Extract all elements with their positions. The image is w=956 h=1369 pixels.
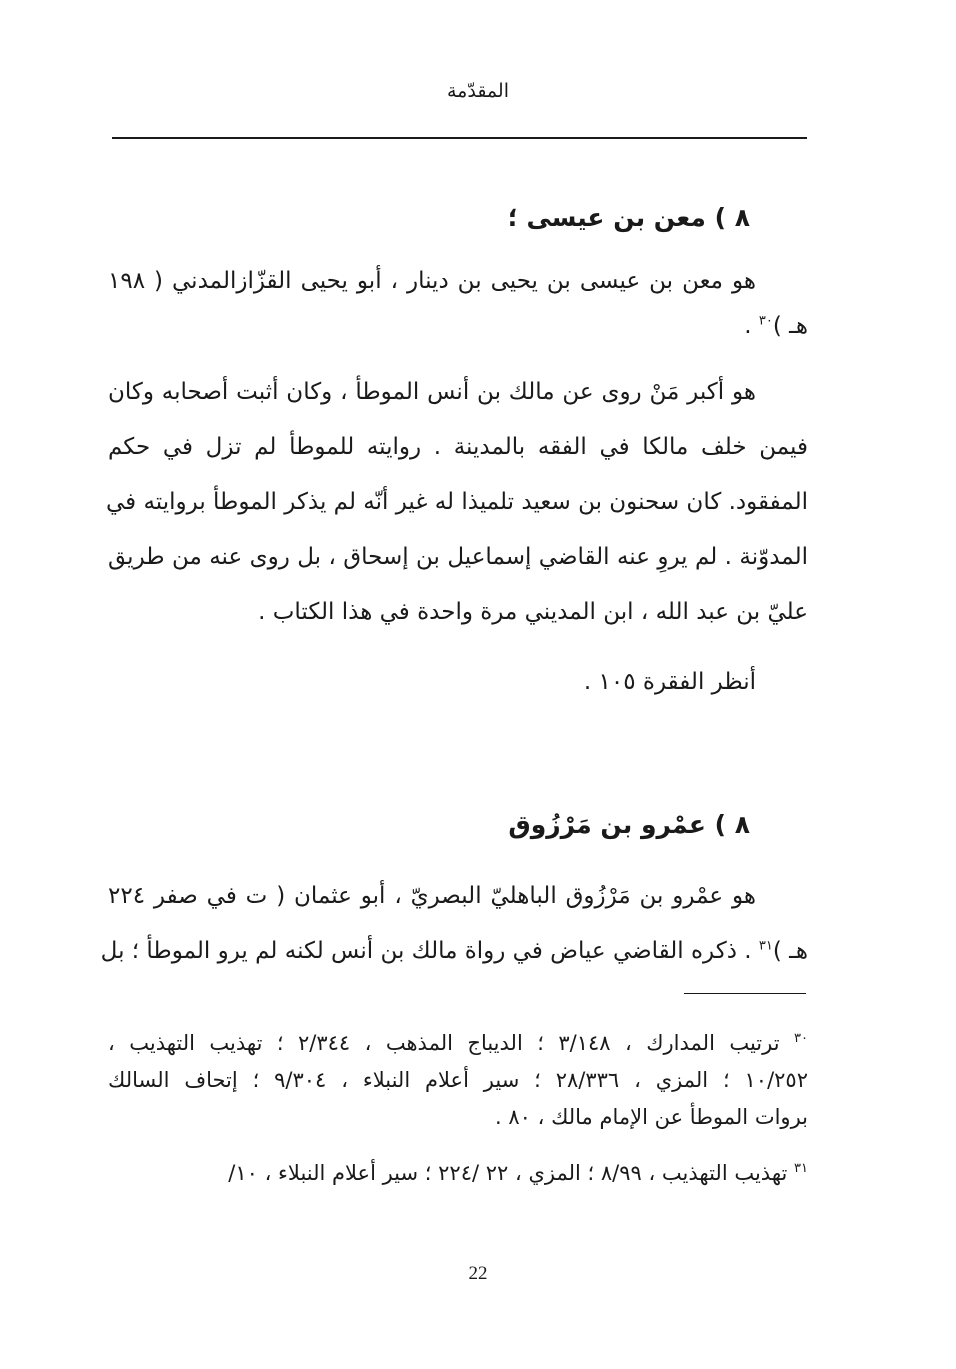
footnote-31 (108, 1155, 808, 1192)
header-rule (112, 137, 807, 139)
footnote-30 (108, 1025, 808, 1136)
bio-text: هـ ) (772, 938, 808, 964)
footnote-mark: ٣١ (758, 938, 773, 954)
bio-text: هو عمْرو بن مَرْزُوق الباهليّ البصريّ ، أبو عثمان ( ت في صفر ٢٢٤ (108, 883, 756, 909)
bio-paragraph-amr (100, 869, 808, 979)
body-line: المدوّنة . لم يروِ عنه القاضي إسماعيل بن إسحاق ، بل روى عنه من طريق (108, 544, 808, 570)
bio-text: . (744, 313, 759, 339)
footnote-mark: ٣٠ (758, 313, 773, 329)
bio-text: . ذكره القاضي عياض في رواة مالك بن أنس لكنه لم يرو الموطأ ؛ بل (100, 938, 759, 964)
footnote-number: ٣٠ (794, 1031, 809, 1046)
bio-line (108, 254, 808, 309)
section-heading-amr: ٨ ) عمْرو بن مَرْزُوق (508, 810, 750, 839)
see-also-note (108, 655, 808, 710)
footnote-text: ترتيب المدارك ، ٣/١٤٨ ؛ الديباج المذهب ، ٢/٣٤٤ ؛ تهذيب التهذيب ، (108, 1031, 795, 1055)
bio-paragraph-maan (108, 254, 808, 354)
body-line: المفقود. كان سحنون بن سعيد تلميذا له غير أنّه لم يذكر الموطأ بروايته في (106, 489, 808, 515)
see-also-line (108, 655, 808, 710)
body-paragraph-maan (108, 365, 808, 640)
footnote-rule (684, 993, 806, 994)
footnote-line: ١٠/٢٥٢ ؛ المزي ، ٢٨/٣٣٦ ؛ سير أعلام النبلاء ، ٩/٣٠٤ ؛ إتحاف السالك (108, 1068, 808, 1092)
footnote-line (108, 1155, 808, 1192)
page-number: 22 (468, 1263, 488, 1284)
footnote-line (108, 1025, 808, 1062)
bio-text: هو معن بن عيسى بن يحيى بن دينار ، أبو يحيى القزّازالمدني ( ١٩٨ (108, 268, 756, 294)
body-text: هو أكبر مَنْ روى عن مالك بن أنس الموطأ ، وكان أثبت أصحابه وكان (108, 379, 756, 405)
bio-line (100, 924, 808, 979)
body-line: عليّ بن عبد الله ، ابن المديني مرة واحدة في هذا الكتاب . (258, 599, 808, 625)
footnote-number: ٣١ (794, 1161, 808, 1176)
bio-text: هـ ) (772, 313, 808, 339)
bio-line (108, 869, 808, 924)
footnote-text: تهذيب التهذيب ، ٨/٩٩ ؛ المزي ، ٢٢ /٢٢٤ ؛ سير أعلام النبلاء ، ١٠/ (228, 1161, 795, 1185)
body-line (108, 365, 808, 420)
section-heading-maan: ٨ ) معن بن عيسى ؛ (507, 203, 750, 232)
body-line: فيمن خلف مالكا في الفقه بالمدينة . روايته للموطأ لم تزل في حكم (108, 434, 808, 460)
see-also-text: أنظر الفقرة ١٠٥ . (583, 669, 756, 695)
footnote-line: بروات الموطأ عن الإمام مالك ، ٨٠ . (495, 1105, 808, 1129)
running-head: المقدّمة (446, 80, 509, 102)
